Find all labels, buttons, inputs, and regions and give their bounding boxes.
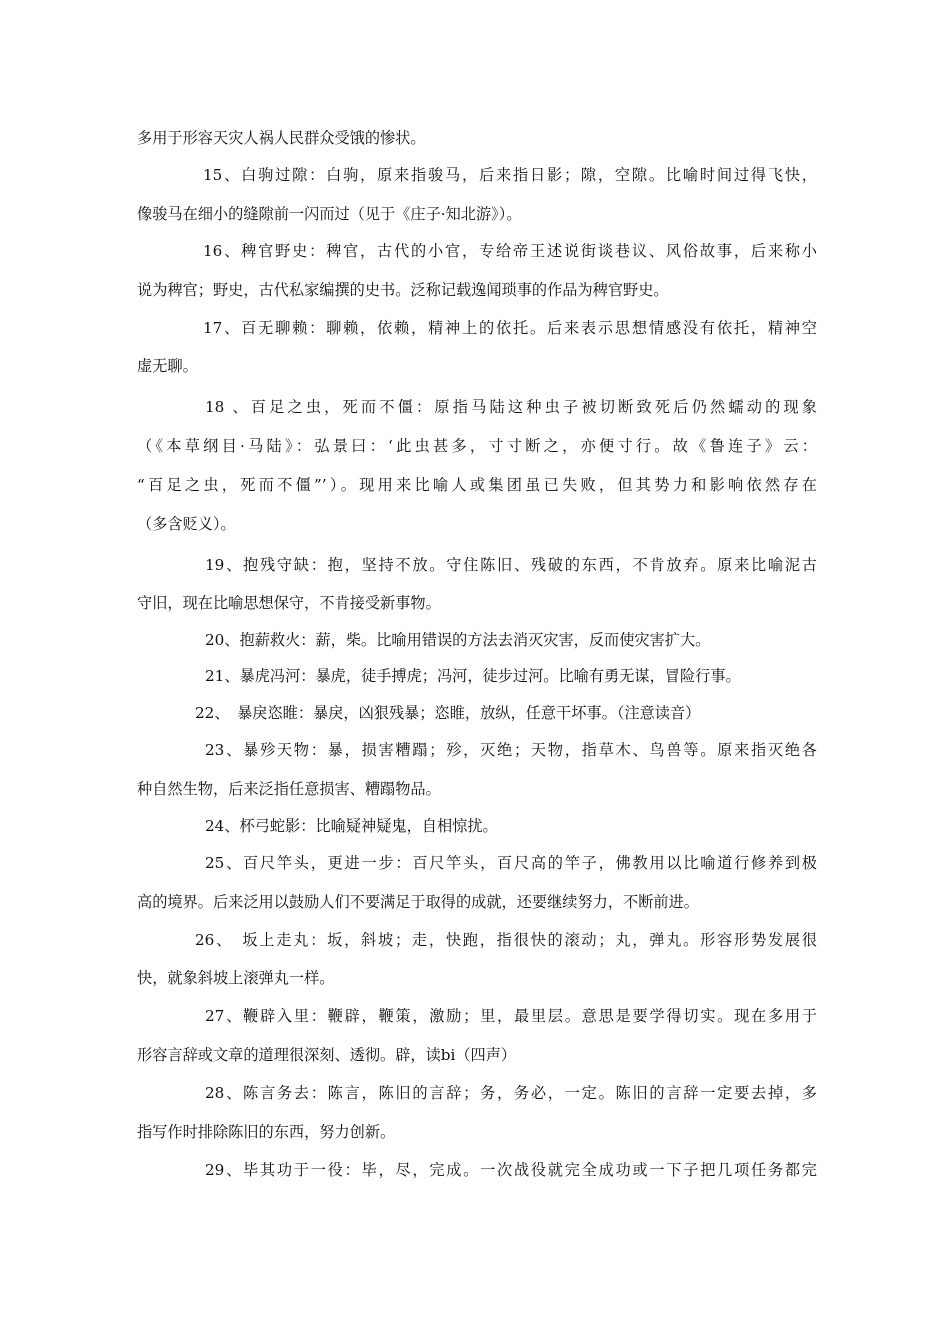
text-line: （《本草纲目·马陆》：弘景曰：‘此虫甚多，寸寸断之，亦便寸行。故《鲁连子》云： <box>137 437 817 455</box>
text-line: 28、陈言务去：陈言，陈旧的言辞；务，务必，一定。陈旧的言辞一定要去掉，多 <box>205 1084 817 1102</box>
text-line: 21、暴虎冯河：暴虎，徒手搏虎；冯河，徒步过河。比喻有勇无谋，冒险行事。 <box>205 667 741 685</box>
text-line: 形容言辞或文章的道理很深刻、透彻。辟，读bi（四声） <box>137 1046 517 1064</box>
text-line: （多含贬义）。 <box>137 515 236 533</box>
text-line: 高的境界。后来泛用以鼓励人们不要满足于取得的成就，还要继续努力，不断前进。 <box>137 893 699 911</box>
text-line: 虚无聊。 <box>137 357 198 375</box>
text-line: 27、鞭辟入里：鞭辟，鞭策，激励；里，最里层。意思是要学得切实。现在多用于 <box>205 1007 817 1025</box>
text-line: 17、百无聊赖：聊赖，依赖，精神上的依托。后来表示思想情感没有依托，精神空 <box>203 319 817 337</box>
text-line: 24、杯弓蛇影：比喻疑神疑鬼，自相惊扰。 <box>205 817 498 835</box>
text-line: 种自然生物，后来泛指任意损害、糟蹋物品。 <box>137 780 441 798</box>
text-line: 22、 暴戾恣睢：暴戾，凶狠残暴；恣睢，放纵，任意干坏事。（注意读音） <box>195 704 701 722</box>
text-line: 多用于形容天灾人祸人民群众受饿的惨状。 <box>137 129 426 147</box>
text-line: 说为稗官；野史，古代私家编撰的史书。泛称记载逸闻琐事的作品为稗官野史。 <box>137 281 669 299</box>
text-line: 18 、百足之虫，死而不僵：原指马陆这种虫子被切断致死后仍然蠕动的现象 <box>205 398 817 416</box>
text-line: 像骏马在细小的缝隙前一闪而过（见于《庄子·知北游》）。 <box>137 205 522 223</box>
text-line: “百足之虫，死而不僵”’）。现用来比喻人或集团虽已失败，但其势力和影响依然存在 <box>137 476 817 494</box>
text-line: 16、稗官野史：稗官，古代的小官，专给帝王述说街谈巷议、风俗故事，后来称小 <box>203 242 817 260</box>
text-line: 19、抱残守缺：抱，坚持不放。守住陈旧、残破的东西，不肯放弃。原来比喻泥古 <box>205 556 817 574</box>
text-line: 20、抱薪救火：薪，柴。比喻用错误的方法去消灭灾害，反而使灾害扩大。 <box>205 631 711 649</box>
text-line: 守旧，现在比喻思想保守，不肯接受新事物。 <box>137 594 441 612</box>
text-line: 25、百尺竿头，更进一步：百尺竿头，百尺高的竿子，佛教用以比喻道行修养到极 <box>205 854 817 872</box>
text-line: 指写作时排除陈旧的东西，努力创新。 <box>137 1123 396 1141</box>
text-line: 26、 坂上走丸：坂，斜坡；走，快跑，指很快的滚动；丸，弹丸。形容形势发展很 <box>195 931 817 949</box>
text-line: 快，就象斜坡上滚弹丸一样。 <box>137 969 335 987</box>
text-line: 23、暴殄天物：暴，损害糟蹋；殄，灭绝；天物，指草木、鸟兽等。原来指灭绝各 <box>205 741 817 759</box>
text-line: 15、白驹过隙：白驹，原来指骏马，后来指日影；隙，空隙。比喻时间过得飞快， <box>203 166 817 184</box>
text-line: 29、毕其功于一役：毕，尽，完成。一次战役就完全成功或一下子把几项任务都完 <box>205 1161 817 1179</box>
